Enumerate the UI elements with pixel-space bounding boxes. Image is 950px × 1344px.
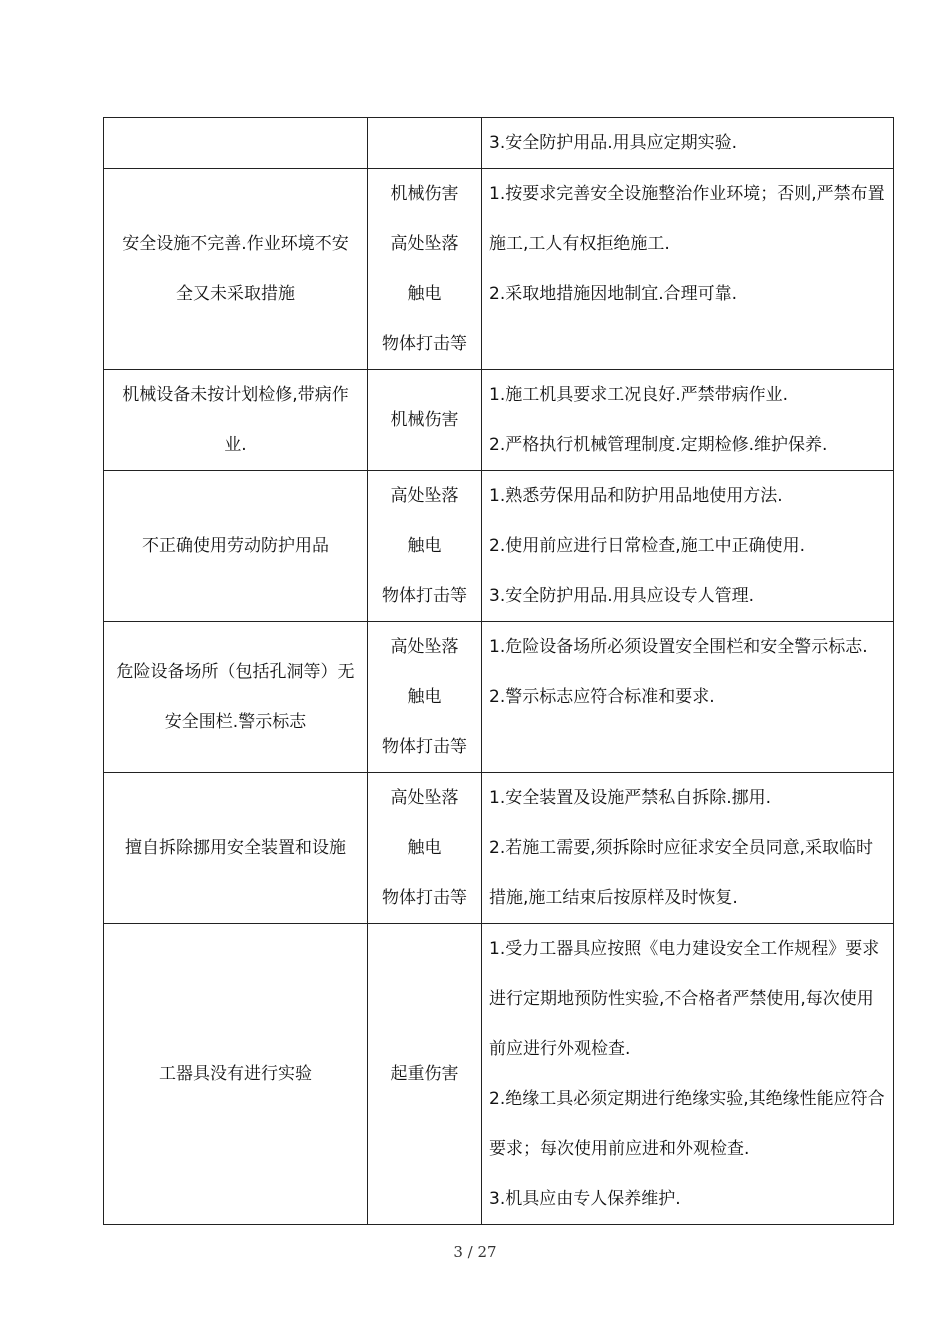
- harm-item: 高处坠落: [390, 486, 459, 506]
- harm-type-cell: [368, 924, 482, 1225]
- hazard-factor-cell: 工器具没有进行实验: [104, 924, 368, 1225]
- harm-item: 物体打击等: [382, 586, 467, 606]
- control-measures-cell: [482, 118, 894, 169]
- measure-item: 2.警示标志应符合标准和要求.: [489, 687, 715, 707]
- harm-type-cell: [368, 471, 482, 622]
- table-row: [104, 169, 894, 370]
- harm-type-cell: [368, 370, 482, 471]
- control-measures-cell: [482, 471, 894, 622]
- harm-item: 高处坠落: [390, 234, 459, 254]
- measure-item: 3.安全防护用品.用具应定期实验.: [489, 133, 738, 153]
- harm-item: 高处坠落: [390, 637, 459, 657]
- table-row: [104, 118, 894, 169]
- hazard-control-table: [103, 117, 894, 1225]
- harm-item: 触电: [407, 838, 442, 858]
- harm-item: 触电: [407, 284, 442, 304]
- hazard-factor-cell: 危险设备场所（包括孔洞等）无安全围栏.警示标志: [104, 622, 368, 773]
- harm-item: 触电: [407, 687, 442, 707]
- hazard-factor-cell: 擅自拆除挪用安全装置和设施: [104, 773, 368, 924]
- control-measures-cell: [482, 370, 894, 471]
- page-number: 3 / 27: [453, 1243, 497, 1261]
- table-row: [104, 370, 894, 471]
- hazard-factor-cell: [104, 118, 368, 169]
- harm-item: 起重伤害: [390, 1064, 459, 1084]
- measure-item: 2.绝缘工具必须定期进行绝缘实验,其绝缘性能应符合要求；每次使用前应进和外观检查.: [489, 1089, 885, 1159]
- measure-item: 3.安全防护用品.用具应设专人管理.: [489, 586, 755, 606]
- harm-type-cell: [368, 118, 482, 169]
- harm-type-cell: [368, 622, 482, 773]
- harm-item: 机械伤害: [390, 184, 459, 204]
- table-row: [104, 773, 894, 924]
- harm-item: 物体打击等: [382, 334, 467, 354]
- measure-item: 1.安全装置及设施严禁私自拆除.挪用.: [489, 788, 772, 808]
- harm-item: 触电: [407, 536, 442, 556]
- control-measures-cell: [482, 773, 894, 924]
- table-row: [104, 471, 894, 622]
- harm-type-cell: [368, 773, 482, 924]
- hazard-factor-cell: 安全设施不完善.作业环境不安全又未采取措施: [104, 169, 368, 370]
- hazard-factor-cell: 不正确使用劳动防护用品: [104, 471, 368, 622]
- control-measures-cell: [482, 622, 894, 773]
- measure-item: 1.按要求完善安全设施整治作业环境；否则,严禁布置施工,工人有权拒绝施工.: [489, 184, 885, 254]
- measure-item: 1.熟悉劳保用品和防护用品地使用方法.: [489, 486, 783, 506]
- measure-item: 3.机具应由专人保养维护.: [489, 1189, 681, 1209]
- table-row: [104, 924, 894, 1225]
- harm-item: 机械伤害: [390, 410, 459, 430]
- measure-item: 2.采取地措施因地制宜.合理可靠.: [489, 284, 738, 304]
- measure-item: 2.严格执行机械管理制度.定期检修.维护保养.: [489, 435, 828, 455]
- measure-item: 1.施工机具要求工况良好.严禁带病作业.: [489, 385, 789, 405]
- control-measures-cell: [482, 924, 894, 1225]
- measure-item: 1.危险设备场所必须设置安全围栏和安全警示标志.: [489, 637, 868, 657]
- hazard-factor-cell: 机械设备未按计划检修,带病作业.: [104, 370, 368, 471]
- harm-item: 物体打击等: [382, 737, 467, 757]
- measure-item: 2.若施工需要,须拆除时应征求安全员同意,采取临时措施,施工结束后按原样及时恢复.: [489, 838, 874, 908]
- harm-item: 物体打击等: [382, 888, 467, 908]
- measure-item: 1.受力工器具应按照《电力建设安全工作规程》要求进行定期地预防性实验,不合格者严禁使用,每次使用前应进行外观检查.: [489, 939, 880, 1059]
- harm-item: 高处坠落: [390, 788, 459, 808]
- harm-type-cell: [368, 169, 482, 370]
- control-measures-cell: [482, 169, 894, 370]
- measure-item: 2.使用前应进行日常检查,施工中正确使用.: [489, 536, 806, 556]
- table-row: [104, 622, 894, 773]
